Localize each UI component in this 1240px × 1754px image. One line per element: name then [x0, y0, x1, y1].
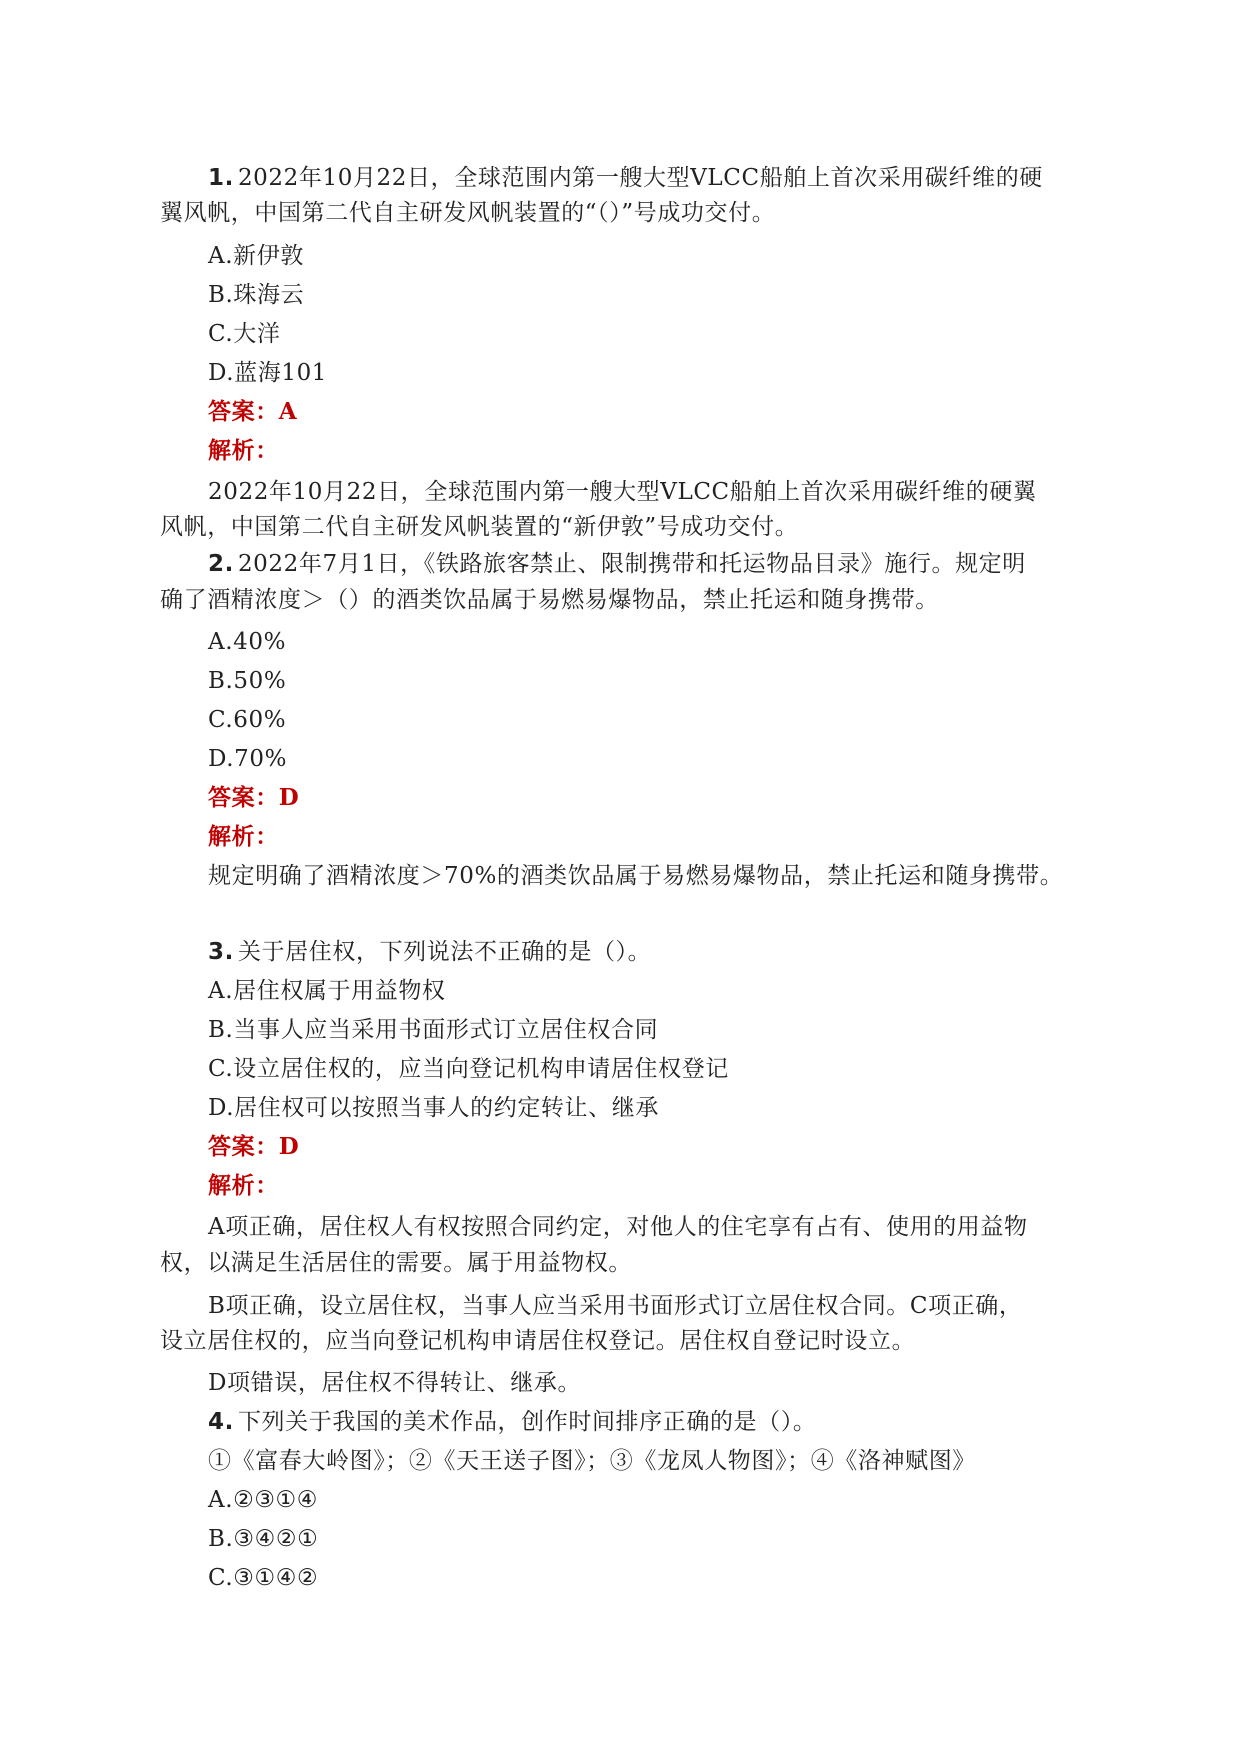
question-1-stem-line-2: 翼风帆，中国第二代自主研发风帆装置的“（）”号成功交付。 — [160, 200, 776, 226]
question-2-answer: 答案：D — [208, 784, 300, 811]
question-4-stem-line-2: ①《富春大岭图》；②《天王送子图》；③《龙凤人物图》；④《洛神赋图》 — [208, 1448, 976, 1474]
question-1-option-b: B.珠海云 — [208, 282, 305, 308]
question-2-analysis-line-1: 规定明确了酒精浓度＞70%的酒类饮品属于易燃易爆物品，禁止托运和随身携带。 — [208, 863, 1064, 889]
question-3-option-d: D.居住权可以按照当事人的约定转让、继承 — [208, 1095, 659, 1121]
question-4-option-a: A.②③①④ — [208, 1487, 318, 1513]
question-1-analysis-line-2: 风帆，中国第二代自主研发风帆装置的“新伊敦”号成功交付。 — [160, 514, 799, 540]
question-4-stem-line-1: 4. 下列关于我国的美术作品，创作时间排序正确的是（）。 — [208, 1409, 817, 1435]
question-1-option-d: D.蓝海101 — [208, 360, 328, 386]
question-3-analysis-line-5: D项错误，居住权不得转让、继承。 — [208, 1370, 582, 1396]
question-3-analysis-label: 解析： — [208, 1172, 279, 1199]
question-1-stem-line-1: 1. 2022年10月22日，全球范围内第一艘大型VLCC船舶上首次采用碳纤维的硬 — [208, 165, 1043, 191]
question-1-analysis-label: 解析： — [208, 437, 279, 464]
question-1-option-c: C.大洋 — [208, 321, 281, 347]
question-2-stem-line-2: 确了酒精浓度＞（）的酒类饮品属于易燃易爆物品，禁止托运和随身携带。 — [160, 587, 939, 613]
question-2-option-d: D.70% — [208, 746, 288, 772]
question-4-option-c: C.③①④② — [208, 1565, 319, 1591]
question-2-option-a: A.40% — [208, 629, 287, 655]
question-3-analysis-line-4: 设立居住权的，应当向登记机构申请居住权登记。居住权自登记时设立。 — [160, 1328, 916, 1354]
question-3-stem: 3. 关于居住权，下列说法不正确的是（）。 — [208, 939, 652, 965]
question-2-analysis-label: 解析： — [208, 823, 279, 850]
question-3-option-a: A.居住权属于用益物权 — [208, 978, 446, 1004]
question-3-option-b: B.当事人应当采用书面形式订立居住权合同 — [208, 1017, 659, 1043]
question-2-option-b: B.50% — [208, 668, 287, 694]
question-4-number: 4. — [208, 1409, 234, 1435]
question-1-analysis-line-1: 2022年10月22日，全球范围内第一艘大型VLCC船舶上首次采用碳纤维的硬翼 — [208, 479, 1037, 505]
question-4-option-b: B.③④②① — [208, 1526, 319, 1552]
question-3-analysis-line-1: A项正确，居住权人有权按照合同约定，对他人的住宅享有占有、使用的用益物 — [208, 1214, 1028, 1240]
question-3-analysis-line-2: 权，以满足生活居住的需要。属于用益物权。 — [160, 1250, 632, 1276]
question-1-option-a: A.新伊敦 — [208, 243, 304, 269]
question-1-answer: 答案：A — [208, 398, 298, 425]
question-2-stem-line-1: 2. 2022年7月1日，《铁路旅客禁止、限制携带和托运物品目录》施行。规定明 — [208, 551, 1026, 577]
question-3-analysis-line-3: B项正确，设立居住权，当事人应当采用书面形式订立居住权合同。C项正确， — [208, 1293, 1023, 1319]
question-2-number: 2. — [208, 551, 234, 577]
question-2-option-c: C.60% — [208, 707, 287, 733]
question-3-option-c: C.设立居住权的，应当向登记机构申请居住权登记 — [208, 1056, 729, 1082]
question-3-number: 3. — [208, 939, 234, 965]
question-3-answer: 答案：D — [208, 1133, 300, 1160]
question-1-number: 1. — [208, 165, 234, 191]
